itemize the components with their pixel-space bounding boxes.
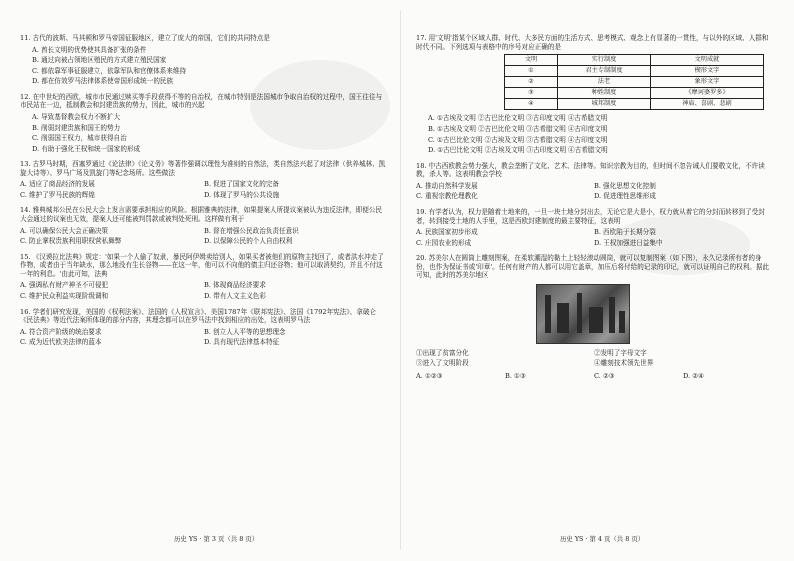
statement-4: ④雕刻技术领先世界	[594, 359, 654, 368]
option-list	[20, 280, 388, 301]
table-row	[505, 77, 764, 88]
table-cell: 法老	[558, 77, 651, 88]
question-15	[20, 253, 388, 302]
table-cell: 《摩诃婆罗多》	[651, 88, 764, 99]
question-20	[416, 254, 772, 381]
table-header-cell: 文明成就	[651, 55, 764, 66]
option-c: C. 维护民众利益实现阶级调和	[20, 291, 109, 300]
question-11	[20, 34, 388, 87]
option-a: A. 酋长文明的优势使其具备扩张的条件	[32, 45, 147, 54]
option-a: A. 导致基督教会权力不断扩大	[32, 112, 121, 121]
option-list	[416, 113, 772, 155]
option-d: D. 有助于强化王权和统一国家的形成	[32, 144, 141, 153]
table-header-cell: 实行制度	[558, 55, 651, 66]
option-d: D. 带有人文主义色彩	[204, 291, 266, 300]
option-b: B. 促进了国家文化的完备	[204, 180, 279, 189]
option-d: D. ②④	[683, 372, 705, 380]
table-row	[505, 66, 764, 77]
question-stem: 18. 中古西欧教会势力强大，教会垄断了文化、艺术、法律等。知识宗教为目的，但时间不忽告诫人们要敬文化，不许读教，杀人等。这表明教会学校	[416, 161, 765, 179]
civilization-table	[504, 54, 764, 110]
option-b: B. 削弱封建贵族和国王的势力	[32, 123, 121, 132]
table-cell: ①	[505, 66, 558, 77]
option-c: C. ②③	[594, 372, 615, 380]
option-list	[20, 112, 388, 154]
question-13	[20, 160, 388, 200]
option-a: A. ①②③	[416, 372, 443, 380]
option-c: C. 成为近代欧美法律的蓝本	[20, 338, 102, 347]
option-c: C. 庄园农业的形成	[416, 238, 472, 247]
option-list	[416, 181, 772, 202]
question-stem: 17. 用'文明'指某个区域人群、时代、大多民方面的生活方式、思考模式、观念上有显著的一贯性，与以外的区域、人群和时代不同。下列选项与表格中的序号对应正确的是	[416, 34, 769, 51]
option-d: D. 体现了罗马的公共设施	[204, 190, 280, 199]
option-b: B. 体现商品经济要求	[204, 281, 266, 290]
table-header-cell: 文明	[505, 55, 558, 66]
question-stem: 20. 苏美尔人在圆筒上雕刻图案，在柔软潮湿的黏土上轻轻滚动圆筒，就可以复制图案（如下图），永久记录所有者的身份，也作为保证书或'印章'。任何有财产的人都可以用它盖章，加压后将付给的记录的印记，就可以证明自己的权利。据此可知，此时的苏美尔地区	[416, 254, 770, 280]
question-14	[20, 206, 388, 246]
table-cell: 城邦制度	[558, 99, 651, 110]
option-c: C. 防止掌权贵族利用职权营私舞弊	[20, 237, 122, 246]
option-b: B. 创立人人平等的思想理念	[204, 327, 286, 336]
right-page	[416, 34, 772, 388]
option-a: A. ①古埃及文明 ②古巴比伦文明 ③古印度文明 ④古希腊文明	[428, 114, 608, 123]
option-list	[20, 327, 388, 348]
option-list	[20, 179, 388, 200]
statement-3: ③进入了文明阶段	[416, 359, 469, 368]
option-d: D. 具有现代法律基本特征	[204, 338, 280, 347]
question-17	[416, 34, 772, 156]
option-b: B. 强化思想文化控制	[594, 181, 656, 190]
statement-1: ①出现了贫富分化	[416, 348, 469, 357]
page-footer-right: 历史 YS · 第 4 页（共 8 页）	[560, 535, 645, 543]
question-12	[20, 93, 388, 154]
table-cell: 种姓制度	[558, 88, 651, 99]
table-cell: ②	[505, 77, 558, 88]
table-cell: ③	[505, 88, 558, 99]
option-c: C. 都依靠军事征服建立，依靠军队和官僚体系来维持	[32, 66, 187, 75]
option-c: C. 重视宗教伦理教化	[416, 192, 478, 201]
option-b: B. 西欧陷于长期分裂	[594, 228, 656, 237]
option-list	[416, 227, 772, 248]
option-c: C. 维护了罗马民族的辉煌	[20, 190, 95, 199]
option-b: B. 通过向被占领地区殖民的方式建立殖民国家	[32, 56, 167, 65]
question-16	[20, 308, 388, 348]
table-header-row	[505, 55, 764, 66]
table-cell: ④	[505, 99, 558, 110]
question-stem: 13. 古罗马时期，西塞罗通过《论法律》《论义务》等著作强调以理性为准则的自然法，类自然法兴起了对法律（供养城林、凯旋大诗等）、罗马广场及凯旋门等纪念场所。这些做法	[20, 160, 386, 177]
option-a: A. 可以确保公民大会正确决策	[20, 226, 109, 235]
left-page	[20, 34, 388, 354]
option-b: B. ①③	[505, 372, 526, 380]
option-a: A. 推动自然科学发展	[416, 181, 478, 190]
table-row	[505, 99, 764, 110]
page-divider	[400, 10, 401, 550]
option-b: B. ①古埃及文明 ②古巴比伦文明 ③古希腊文明 ④古印度文明	[428, 125, 608, 133]
question-18	[416, 162, 772, 202]
option-d: D. 以保障公民的个人自由权利	[204, 237, 293, 246]
page-footer-left: 历史 YS · 第 3 页（共 8 页）	[174, 535, 259, 543]
option-a: A. 民族国家初步形成	[416, 228, 478, 237]
table-cell: 神庙、喜剧、悲剧	[651, 99, 764, 110]
cylinder-seal-relief-image	[536, 284, 630, 344]
table-row	[505, 88, 764, 99]
question-stem: 19. 有学者认为，权力是随着土地来的，一旦一块土地分封出去，无论它是大是小，权力就从着它的分封而转移到了受封者，转到接受土地的人手里，这是西欧封建制度的最主要特征，这表明	[416, 207, 765, 225]
option-list	[20, 226, 388, 247]
question-stem: 12. 在中世纪的西欧，城市市民通过赎买等手段获得不等的自治权，在城市特别是法国城市争取自治权的过程中，国王往往与市民站在一边，抵制教会和封建贵族的势力，因此，城市的兴起	[20, 92, 383, 110]
option-c: C. 削弱国王权力，城市获得自治	[32, 134, 127, 143]
option-list	[416, 371, 772, 382]
table-cell: 楔形文字	[651, 66, 764, 77]
option-d: D. ①古巴比伦文明 ②古埃及文明 ③古印度文明 ④古希腊文明	[428, 146, 608, 155]
option-a: A. 符合资产阶级的统治要求	[20, 327, 102, 336]
question-stem: 15. 《汉谟拉比法典》规定：'如果一个人偷了奴隶，暴民阿伊姆卖给别人，如果买者被他们的原物主找回了，或者洪水冲走了作物，或者由于当年缺水，那么地没有生长谷物——在这一年，他可以不向他的债主归还谷物；他可以取消契约，并且不付这一年的利息。'由此可知，法典	[20, 252, 384, 278]
option-d: D. 王权加强进日益集中	[594, 238, 663, 247]
question-stem: 11. 古代的波斯、马其顿和罗马帝国征服地区，建立了庞大的帝国，它们的共同特点是	[20, 34, 270, 42]
option-c: C. ①古巴比伦文明 ②古埃及文明 ③古希腊文明 ④古印度文明	[428, 135, 608, 144]
table-cell: 君主专制制度	[558, 66, 651, 77]
question-stem: 14. 雅典城邦公民在公民大会上发言需要承担相应的风险。根据雅典的法律，如果提案人所提议案被认为违反法律，即便公民大会通过的议案也无效，提案人还可能被判罚款或被判处死刑。这样做有利于	[20, 206, 383, 223]
option-a: A. 适应了商品经济的发展	[20, 180, 95, 189]
option-d: D. 促进理性思维形成	[594, 192, 656, 201]
option-a: A. 强调私有财产神圣不可侵犯	[20, 281, 109, 290]
statement-list	[416, 348, 772, 369]
question-19	[416, 208, 772, 248]
question-stem: 16. 学者们研究发现，美国的《权利法案》、法国的《人权宣言》、美国1787年《联邦宪法》、法国《1792年宪法》、拿破仑《民法典》等近代法案所体现的部分内容，其理念都可以在罗马法中找到相应的出处，这表明罗马法	[20, 307, 377, 325]
statement-2: ②发明了字母文字	[594, 348, 647, 357]
option-list	[20, 45, 388, 87]
table-cell: 象形文字	[651, 77, 764, 88]
option-b: B. 督在增强公民政治负责任意识	[204, 226, 299, 235]
option-d: D. 都在仿效罗马法律体系使帝国形成统一的民族	[32, 77, 174, 86]
